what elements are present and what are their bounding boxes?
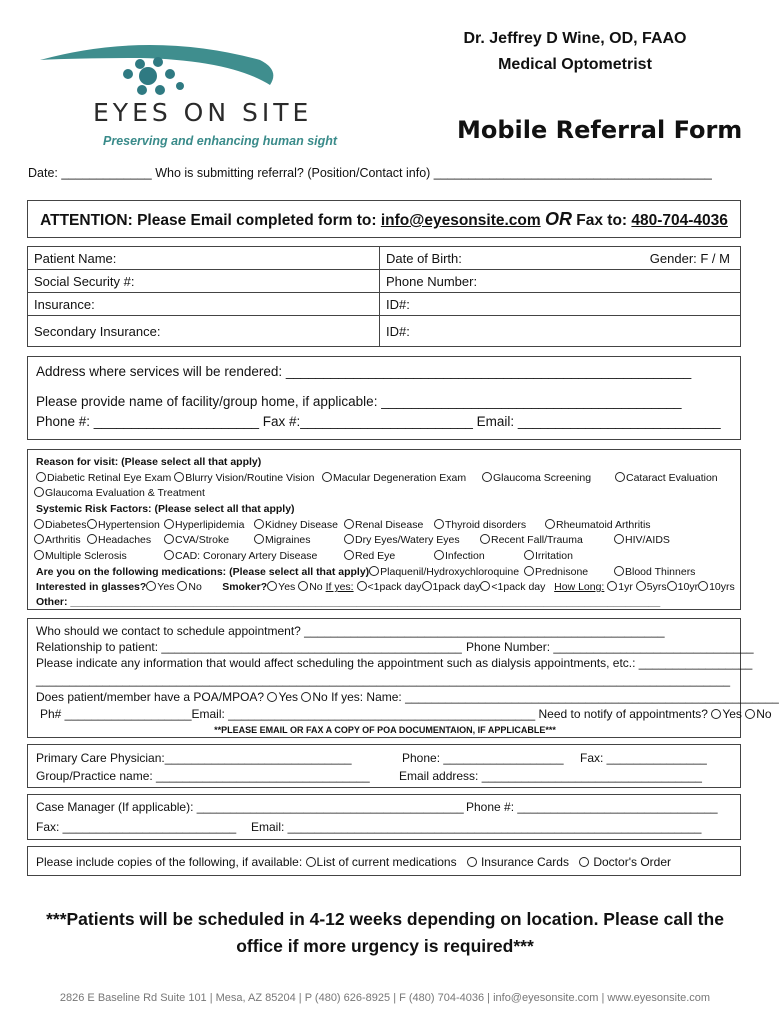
risk-option [164,519,244,531]
radio-icon[interactable] [344,519,354,529]
insurance-id-field[interactable]: ID#: [380,293,741,316]
option-label: Prednisone [535,566,589,578]
risk-option [254,519,338,531]
dob-label: Date of Birth: [386,250,462,266]
option-label: <1pack day [367,581,422,593]
risk-option [34,550,127,562]
radio-icon[interactable] [322,472,332,482]
option-label: Recent Fall/Trauma [491,534,583,546]
notify-label: Need to notify of appointments? [538,707,708,721]
radio-icon[interactable] [146,581,156,591]
radio-icon[interactable] [267,692,277,702]
radio-icon[interactable] [614,566,624,576]
doctor-block [445,26,705,78]
option-label: HIV/AIDS [625,534,670,546]
pcp-name-field[interactable]: Primary Care Physician:____________________________ [36,751,352,765]
risk-option [254,534,311,546]
footer-contact: 2826 E Baseline Rd Suite 101 | Mesa, AZ 85204 | P (480) 626-8925 | F (480) 704-4036 | info@eyesonsite.com | www.eyesonsite.com [59,992,711,1004]
address-line[interactable]: Address where services will be rendered: ______________________________________________________ [36,364,692,379]
poa-label: Does patient/member have a POA/MPOA? [36,690,265,704]
phone-field[interactable]: Phone Number: [380,270,741,293]
radio-icon[interactable] [254,534,264,544]
option-label: Migraines [265,534,311,546]
risk-option [524,550,573,562]
option-label: No [309,581,323,593]
secondary-insurance-field[interactable]: Secondary Insurance: [28,316,380,347]
option-label: Glaucoma Screening [493,472,592,484]
option-label: Diabetes [45,519,87,531]
form-title: Mobile Referral Form [457,116,743,144]
risk-option [344,519,423,531]
option-label: Blurry Vision/Routine Vision [185,472,315,484]
pcp-phone-field[interactable]: Phone: __________________ [402,751,564,765]
medications-row [36,566,519,578]
radio-icon[interactable] [524,550,534,560]
if-yes-label: If yes: [325,581,354,593]
option-label: Dry Eyes/Watery Eyes [355,534,460,546]
option-label: Thyroid disorders [445,519,527,531]
urgency-line-1: ***Patients will be scheduled in 4-12 weeks depending on location. Please call the [46,909,724,929]
radio-icon[interactable] [711,709,721,719]
scheduling-contact-line[interactable]: Who should we contact to schedule appointment? ______________________________________________________ [36,624,665,638]
case-phone-field[interactable]: Phone #: ______________________________ [466,800,718,814]
option-label: 10yr [677,581,699,593]
risk-option [34,534,81,546]
glasses-label: Interested in glasses? [36,581,147,593]
facility-contact-line[interactable]: Phone #: ______________________ Fax #:_______________________ Email: ___________________________ [36,414,721,429]
other-field[interactable]: Other: _____________________________________________________________________________________________________ [36,596,661,608]
option-label: Yes [278,690,299,704]
radio-icon[interactable] [745,709,755,719]
option-label: Rheumatoid Arthritis [556,519,651,531]
ssn-field[interactable]: Social Security #: [28,270,380,293]
medication-option [614,566,695,578]
risk-option [164,534,229,546]
how-long-label: How Long: [554,581,605,593]
attention-banner [27,200,741,238]
risk-option [545,519,651,531]
radio-icon[interactable] [254,519,264,529]
radio-icon[interactable] [344,550,354,560]
option-label: Macular Degeneration Exam [333,472,467,484]
radio-icon[interactable] [607,581,617,591]
reason-option [322,472,466,484]
option-label: Headaches [98,534,152,546]
radio-icon[interactable] [164,534,174,544]
radio-icon[interactable] [615,472,625,482]
attention-or: OR [544,209,572,229]
scheduling-info-line-2[interactable]: ________________________________________________________________________________________________________ [36,673,731,687]
radio-icon[interactable] [177,581,187,591]
option-label: No [188,581,202,593]
radio-icon[interactable] [36,472,46,482]
option-label: Hypertension [98,519,160,531]
logo-text: EYES ON SITE [93,98,313,127]
radio-icon[interactable] [306,857,316,867]
urgency-line-2: office if more urgency is required*** [236,936,534,956]
reason-heading: Reason for visit: (Please select all that apply) [36,456,262,468]
risk-option [480,534,583,546]
risk-option [344,550,395,562]
pcp-email-field[interactable]: Email address: _________________________________ [399,769,702,783]
risk-option [34,519,86,531]
option-label: 1yr [618,581,633,593]
radio-icon[interactable] [480,581,490,591]
radio-icon[interactable] [434,519,444,529]
poa-notice: **PLEASE EMAIL OR FAX A COPY OF POA DOCUMENTAION, IF APPLICABLE*** [214,725,556,735]
copies-row [36,855,671,869]
poa-row [36,690,779,704]
radio-icon[interactable] [422,581,432,591]
reason-option [34,487,205,499]
radio-icon[interactable] [87,519,97,529]
radio-icon[interactable] [579,857,589,867]
option-label: Multiple Sclerosis [45,550,127,562]
option-label: Diabetic Retinal Eye Exam [47,472,172,484]
attention-email-link[interactable]: info@eyesonsite.com [380,212,541,229]
option-label: No [312,690,328,704]
attention-fax-prefix: Fax to: [571,212,632,229]
radio-icon[interactable] [357,581,367,591]
option-label: Yes [722,707,742,721]
option-label: Plaquenil/Hydroxychloroquine [380,566,520,578]
radio-icon[interactable] [34,550,44,560]
patient-name-field[interactable]: Patient Name: [28,247,380,270]
radio-icon[interactable] [636,581,646,591]
contact-phone-line[interactable]: Phone Number: ______________________________ [466,640,754,654]
option-label: 10yrs [709,581,735,593]
risk-option [164,550,317,562]
option-label: Blood Thinners [625,566,696,578]
option-label: Infection [445,550,485,562]
radio-icon[interactable] [545,519,555,529]
insurance-field[interactable]: Insurance: [28,293,380,316]
pcp-fax-field[interactable]: Fax: _______________ [580,751,707,765]
attention-fax-number: 480-704-4036 [631,212,728,229]
risk-option [87,519,160,531]
medications-heading: Are you on the following medications: (Please select all that apply) [36,566,370,578]
urgency-notice [0,906,770,960]
reason-option [482,472,591,484]
radio-icon[interactable] [698,581,708,591]
radio-icon[interactable] [524,566,534,576]
option-label: 1pack day [432,581,481,593]
option-label: Yes [157,581,175,593]
risk-option [434,550,485,562]
risk-option [614,534,670,546]
option-label: <1pack day [491,581,546,593]
medication-option [524,566,588,578]
radio-icon[interactable] [87,534,97,544]
radio-icon[interactable] [301,692,311,702]
radio-icon[interactable] [434,550,444,560]
radio-icon[interactable] [369,566,379,576]
case-fax-field[interactable]: Fax: __________________________ [36,820,237,834]
risk-option [434,519,526,531]
risk-heading: Systemic Risk Factors: (Please select all that apply) [36,503,295,515]
case-manager-field[interactable]: Case Manager (If applicable): ________________________________________ [36,800,464,814]
radio-icon[interactable] [614,534,624,544]
radio-icon[interactable] [480,534,490,544]
glasses-smoker-row [36,581,735,593]
dob-field[interactable] [380,247,741,270]
option-label: Glaucoma Evaluation & Treatment [45,487,205,499]
option-label: Yes [278,581,296,593]
risk-option [87,534,151,546]
pcp-group-field[interactable]: Group/Practice name: ________________________________ [36,769,370,783]
patient-info-table [27,246,741,347]
secondary-id-field[interactable]: ID#: [380,316,741,347]
option-label: Doctor's Order [593,855,671,869]
option-label: Renal Disease [355,519,424,531]
radio-icon[interactable] [34,519,44,529]
smoker-label: Smoker? [222,581,268,593]
radio-icon[interactable] [164,519,174,529]
copies-label: Please include copies of the following, if available: [36,855,303,869]
facility-line[interactable]: Please provide name of facility/group home, if applicable: ________________________________________ [36,394,682,409]
case-email-field[interactable]: Email: ______________________________________________________________ [251,820,702,834]
option-label: Cataract Evaluation [626,472,718,484]
radio-icon[interactable] [174,472,184,482]
reason-option [615,472,718,484]
doctor-name: Dr. Jeffrey D Wine, OD, FAAO [463,30,687,47]
radio-icon[interactable] [267,581,277,591]
gender-field[interactable]: Gender: F / M [649,250,730,266]
option-label: Insurance Cards [480,855,569,869]
option-label: Irritation [535,550,573,562]
risk-option [344,534,460,546]
poa-name-field[interactable]: If yes: Name: ________________________________________________________ [331,690,779,704]
option-label: 5yrs [646,581,667,593]
option-label: Hyperlipidemia [175,519,245,531]
relationship-line[interactable]: Relationship to patient: _____________________________________________ [36,640,462,654]
option-label: CAD: Coronary Artery Disease [175,550,318,562]
option-label: List of current medications [316,855,457,869]
poa-contact-row [40,707,772,721]
radio-icon[interactable] [667,581,677,591]
option-label: Kidney Disease [265,519,338,531]
option-label: Red Eye [355,550,396,562]
radio-icon[interactable] [34,487,44,497]
tagline: Preserving and enhancing human sight [103,134,338,148]
date-submitter-line[interactable]: Date: _____________ Who is submitting referral? (Position/Contact info) ________________________________________ [28,166,712,180]
radio-icon[interactable] [34,534,44,544]
radio-icon[interactable] [467,857,477,867]
radio-icon[interactable] [164,550,174,560]
scheduling-info-line[interactable]: Please indicate any information that would affect scheduling the appointment such as dialysis appointments, etc.: _________________ [36,656,753,670]
option-label: No [756,707,772,721]
option-label: CVA/Stroke [175,534,230,546]
poa-ph-email-field[interactable]: Ph# ___________________Email: ______________________________________________ [40,707,536,721]
option-label: Arthritis [45,534,81,546]
reason-row-1 [36,472,314,484]
attention-prefix: ATTENTION: Please Email completed form to: [40,212,381,229]
doctor-title: Medical Optometrist [498,56,652,73]
radio-icon[interactable] [482,472,492,482]
radio-icon[interactable] [298,581,308,591]
radio-icon[interactable] [344,534,354,544]
